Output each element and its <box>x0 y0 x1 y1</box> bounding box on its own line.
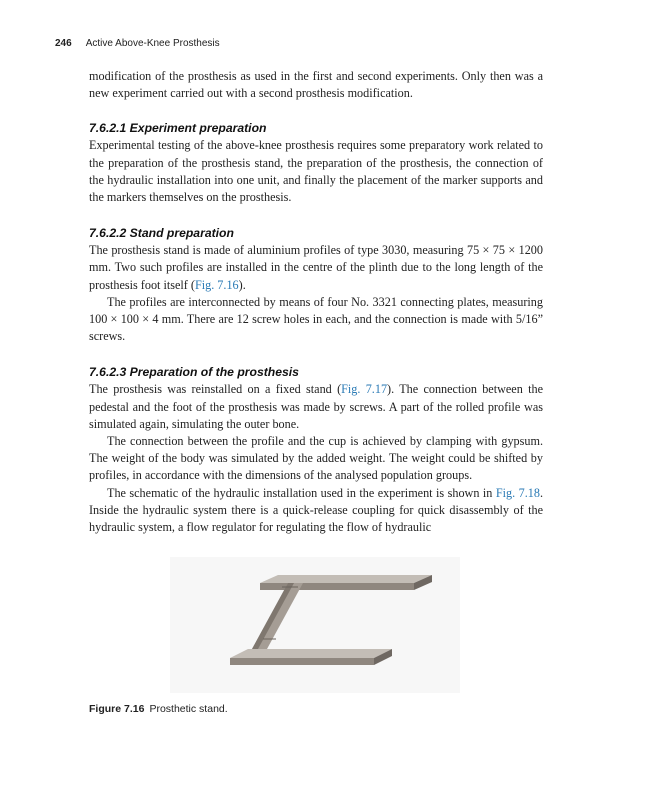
page-number: 246 <box>55 38 72 49</box>
running-header <box>55 38 220 49</box>
prosthesis-preparation-paragraph-3 <box>89 485 543 537</box>
figure-link-7-16[interactable]: Fig. 7.16 <box>194 277 239 292</box>
text-run: ). <box>238 277 246 292</box>
figure-prosthetic-stand <box>170 557 460 693</box>
section-heading-experiment-preparation: 7.6.2.1 Experiment preparation <box>89 121 267 136</box>
figure-caption-text: Prosthetic stand. <box>149 703 228 715</box>
text-run: . Inside the hydraulic system there is a quick-release coupling for quick disassembly of the hydraulic system, a flow regulator for regulating the flow of hydraulic <box>89 485 543 535</box>
experiment-preparation-paragraph: Experimental testing of the above-knee prosthesis requires some preparatory work related to the preparation of the prosthesis stand, the preparation of the prosthesis, the connection of the hydraulic installation into one unit, and finally the placement of the marker supports and the markers themselves on the prosthesis. <box>89 138 543 205</box>
page-body <box>89 68 543 536</box>
figure-link-7-18[interactable]: Fig. 7.18 <box>495 485 540 500</box>
figure-label: Figure 7.16 <box>89 703 145 715</box>
stand-preparation-paragraph-2: The profiles are interconnected by means of four No. 3321 connecting plates, measuring 100 × 100 × 4 mm. There are 12 screw holes in each, and the connection is made with 5/16” screws. <box>89 294 543 344</box>
prosthesis-preparation-paragraph-1 <box>89 381 543 433</box>
prosthetic-stand-illustration <box>170 557 460 693</box>
bottom-profile-face <box>230 649 392 658</box>
text-run: The schematic of the hydraulic installation used in the experiment is shown in <box>107 485 496 500</box>
figure-link-7-17[interactable]: Fig. 7.17 <box>341 382 388 397</box>
section-heading-stand-preparation: 7.6.2.2 Stand preparation <box>89 226 234 241</box>
intro-paragraph: modification of the prosthesis as used in the first and second experiments. Only then was a new experiment carried out with a second prosthesis modification. <box>89 69 543 101</box>
top-profile-face <box>260 575 432 583</box>
text-run: The prosthesis was reinstalled on a fixed stand ( <box>89 382 342 397</box>
prosthesis-preparation-paragraph-2: The connection between the profile and the cup is achieved by clamping with gypsum. The weight of the body was simulated by the added weight. The weight could be shifted by profiles, in accordance with the dimensions of the analysed population groups. <box>89 434 543 483</box>
bottom-profile-side <box>230 658 374 665</box>
text-run: The prosthesis stand is made of aluminium profiles of type 3030, measuring 75 × 75 × 1200 mm. Two such profiles are installed in the centre of the plinth due to the long length of the prosthesis foot itself ( <box>89 243 543 292</box>
section-heading-prosthesis-preparation: 7.6.2.3 Preparation of the prosthesis <box>89 365 299 380</box>
text-run: ). The connection between the pedestal and the foot of the prosthesis was made by screws. A part of the rolled profile was simulated again, simulating the outer bone. <box>89 382 543 431</box>
stand-preparation-paragraph-1 <box>89 242 543 294</box>
figure-caption <box>89 703 228 715</box>
running-title: Active Above-Knee Prosthesis <box>85 38 220 49</box>
